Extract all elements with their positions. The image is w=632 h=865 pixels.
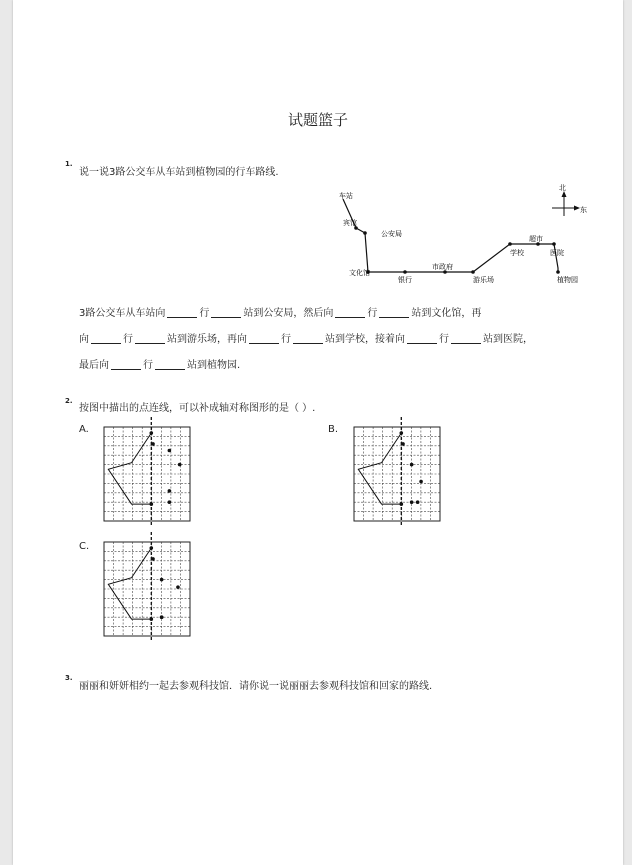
option-c-label[interactable]: C. (79, 541, 90, 552)
figure-outline (108, 548, 151, 619)
figure-point (150, 502, 154, 506)
option-a-figure (94, 415, 202, 527)
question-3-text: 丽丽和妍妍相约一起去参观科技馆．请你说一说丽丽去参观科技馆和回家的路线. (79, 681, 433, 692)
stop-label: 宾馆 (343, 219, 357, 227)
compass-east-label: 东 (580, 206, 587, 214)
stop-label: 公安局 (381, 230, 402, 238)
stop-dot (552, 242, 556, 246)
question-2-number: 2. (65, 397, 73, 405)
document-page (13, 0, 623, 865)
figure-outline (108, 433, 151, 504)
page-title: 试题篮子 (287, 111, 348, 129)
figure-point (160, 578, 164, 582)
figure-point (401, 442, 405, 446)
question-1-text: 说一说3路公交车从车站到植物园的行车路线. (79, 167, 279, 178)
figure-point (178, 463, 182, 467)
figure-point (416, 500, 420, 504)
question-1-line-1: 3路公交车从车站向 行 站到公安局，然后向 行 站到文化馆，再 (79, 308, 482, 319)
stop-label: 车站 (339, 192, 353, 200)
figure-point (176, 585, 180, 589)
question-1-line-2: 向 行 站到游乐场，再向 行 站到学校，接着向 行 站到医院， (79, 334, 533, 345)
stop-label: 植物园 (557, 276, 578, 284)
figure-point (150, 617, 154, 621)
figure-point (151, 442, 155, 446)
compass-icon (552, 191, 580, 216)
question-3-number: 3. (65, 674, 73, 682)
bus-route-map (313, 178, 588, 288)
option-b-figure (344, 415, 452, 527)
stop-dot (471, 270, 475, 274)
option-b-label[interactable]: B. (328, 424, 339, 435)
figure-point (150, 546, 154, 550)
figure-point (168, 489, 172, 493)
figure-point (151, 557, 155, 561)
figure-point (410, 500, 414, 504)
stop-dot (403, 270, 407, 274)
stop-dot (556, 270, 560, 274)
stop-dot (508, 242, 512, 246)
stop-label: 超市 (529, 235, 543, 243)
stop-label: 银行 (398, 276, 412, 284)
option-a-label[interactable]: A. (79, 424, 89, 435)
stop-label: 文化馆 (349, 269, 370, 277)
stop-dot (363, 231, 367, 235)
figure-point (410, 463, 414, 467)
figure-point (419, 480, 423, 484)
compass-north-label: 北 (559, 184, 566, 192)
figure-point (160, 615, 164, 619)
figure-point (150, 431, 154, 435)
figure-point (400, 502, 404, 506)
stop-label: 市政府 (432, 263, 453, 271)
stop-label: 医院 (550, 249, 564, 257)
question-1-number: 1. (65, 160, 73, 168)
question-1-line-3: 最后向 行 站到植物园. (79, 360, 241, 371)
option-c-figure (94, 530, 202, 642)
figure-point (168, 449, 172, 453)
figure-outline (358, 433, 401, 504)
stop-label: 游乐场 (473, 276, 494, 284)
figure-point (168, 500, 172, 504)
stop-label: 学校 (510, 249, 524, 257)
question-2-text: 按图中描出的点连线，可以补成轴对称图形的是（ ）. (79, 403, 316, 414)
figure-point (400, 431, 404, 435)
